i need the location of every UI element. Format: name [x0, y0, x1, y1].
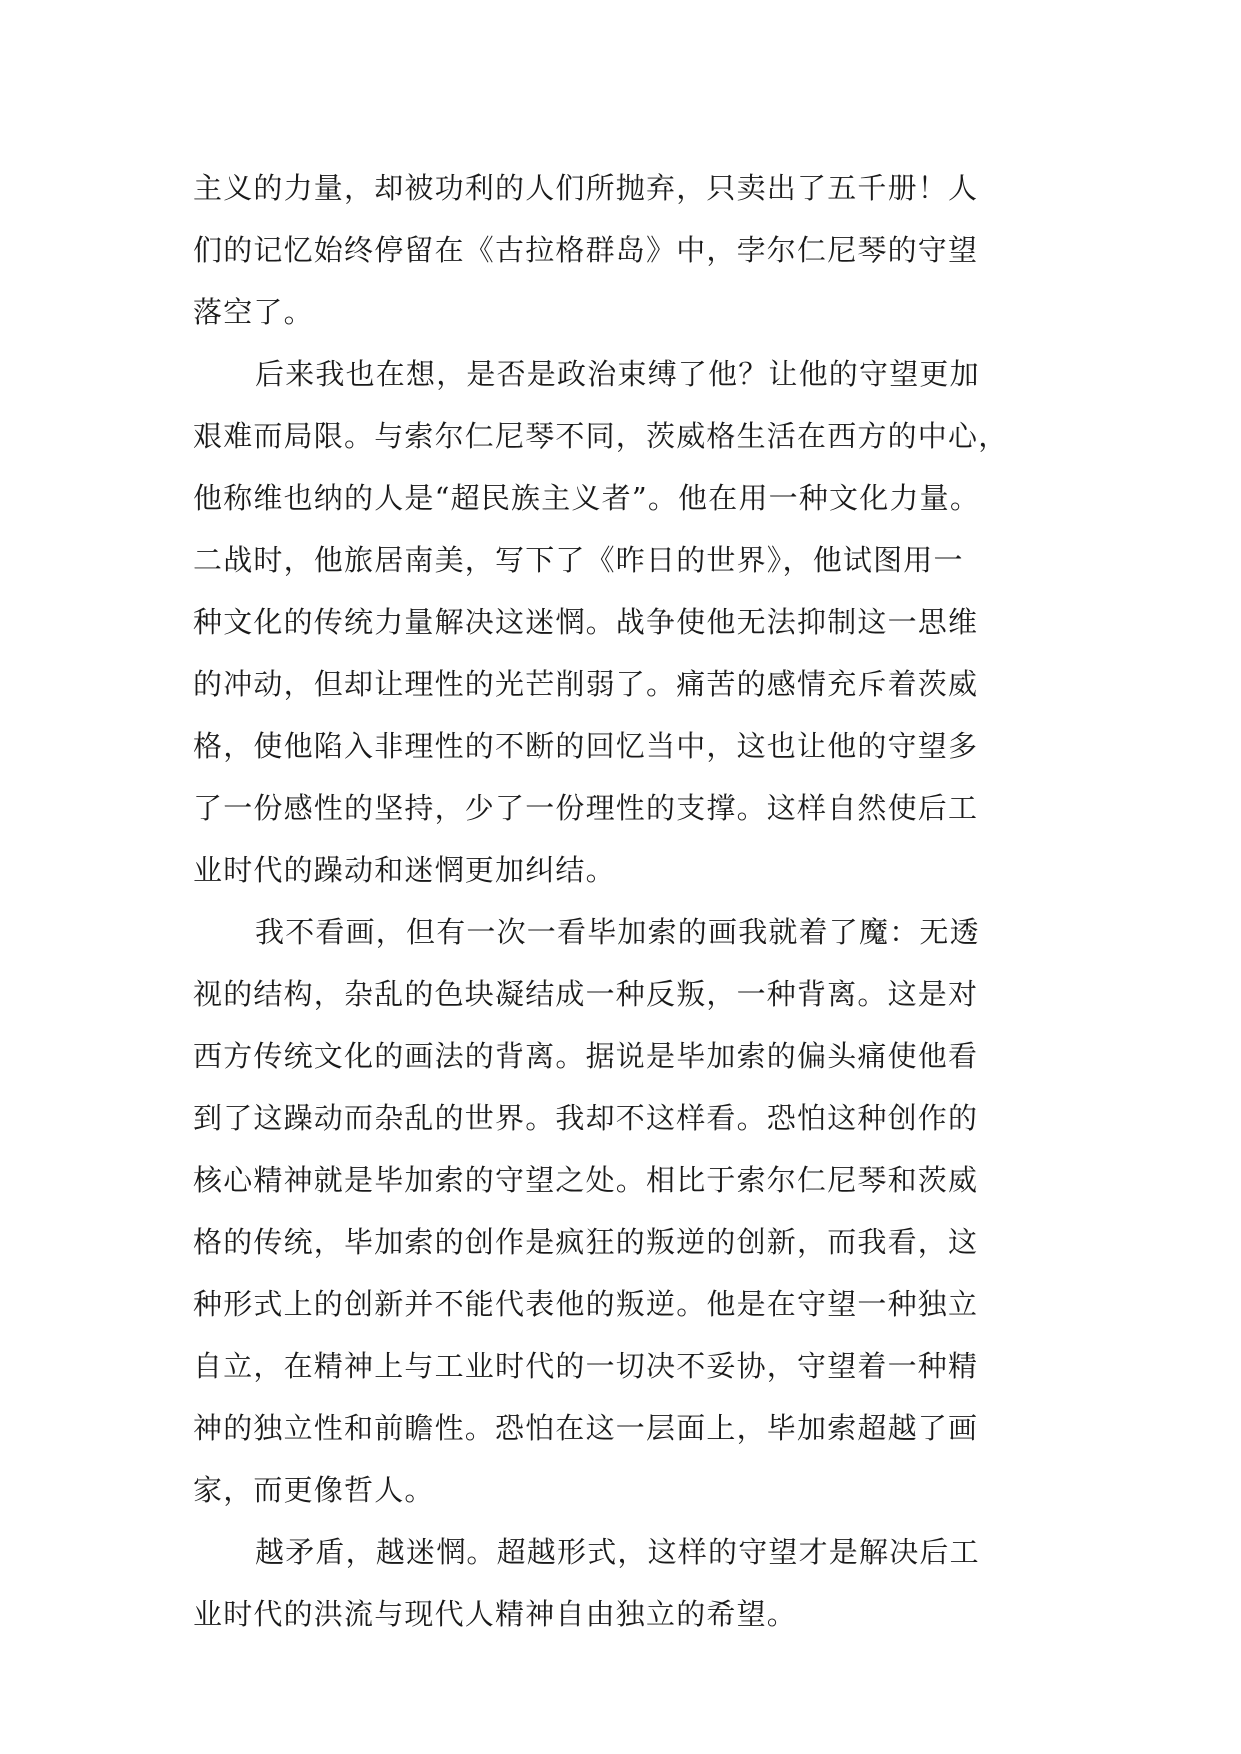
text-line: 核心精神就是毕加索的守望之处。相比于索尔仁尼琴和茨威 — [193, 1163, 979, 1197]
text-line: 主义的力量，却被功利的人们所抛弃，只卖出了五千册！人 — [193, 171, 979, 205]
text-line: 们的记忆始终停留在《古拉格群岛》中，孛尔仁尼琴的守望 — [193, 233, 979, 267]
paragraph-first-line: 越矛盾，越迷惘。超越形式，这样的守望才是解决后工 — [255, 1535, 980, 1569]
text-line: 落空了。 — [193, 295, 314, 329]
body-text — [193, 157, 1073, 1645]
text-line: 家，而更像哲人。 — [193, 1473, 435, 1507]
text-line: 到了这躁动而杂乱的世界。我却不这样看。恐怕这种创作的 — [193, 1101, 979, 1135]
text-line: 了一份感性的坚持，少了一份理性的支撑。这样自然使后工 — [193, 791, 979, 825]
text-line: 西方传统文化的画法的背离。据说是毕加索的偏头痛使他看 — [193, 1039, 979, 1073]
text-line: 格的传统，毕加索的创作是疯狂的叛逆的创新，而我看，这 — [193, 1225, 979, 1259]
text-line: 神的独立性和前瞻性。恐怕在这一层面上，毕加索超越了画 — [193, 1411, 979, 1445]
text-line: 种形式上的创新并不能代表他的叛逆。他是在守望一种独立 — [193, 1287, 979, 1321]
text-line: 自立，在精神上与工业时代的一切决不妥协，守望着一种精 — [193, 1349, 979, 1383]
text-line: 格，使他陷入非理性的不断的回忆当中，这也让他的守望多 — [193, 729, 979, 763]
text-line: 业时代的洪流与现代人精神自由独立的希望。 — [193, 1597, 798, 1631]
text-line: 视的结构，杂乱的色块凝结成一种反叛，一种背离。这是对 — [193, 977, 979, 1011]
text-line: 的冲动，但却让理性的光芒削弱了。痛苦的感情充斥着茨威 — [193, 667, 979, 701]
paragraph-first-line: 我不看画，但有一次一看毕加索的画我就着了魔：无透 — [255, 915, 980, 949]
text-line: 二战时，他旅居南美，写下了《昨日的世界》，他试图用一 — [193, 543, 964, 577]
text-line: 业时代的躁动和迷惘更加纠结。 — [193, 853, 616, 887]
text-line: 艰难而局限。与索尔仁尼琴不同，茨威格生活在西方的中心， — [193, 419, 1009, 453]
text-line: 他称维也纳的人是“超民族主义者”。他在用一种文化力量。 — [193, 481, 981, 515]
paragraph-first-line: 后来我也在想，是否是政治束缚了他？让他的守望更加 — [255, 357, 980, 391]
text-line: 种文化的传统力量解决这迷惘。战争使他无法抑制这一思维 — [193, 605, 979, 639]
